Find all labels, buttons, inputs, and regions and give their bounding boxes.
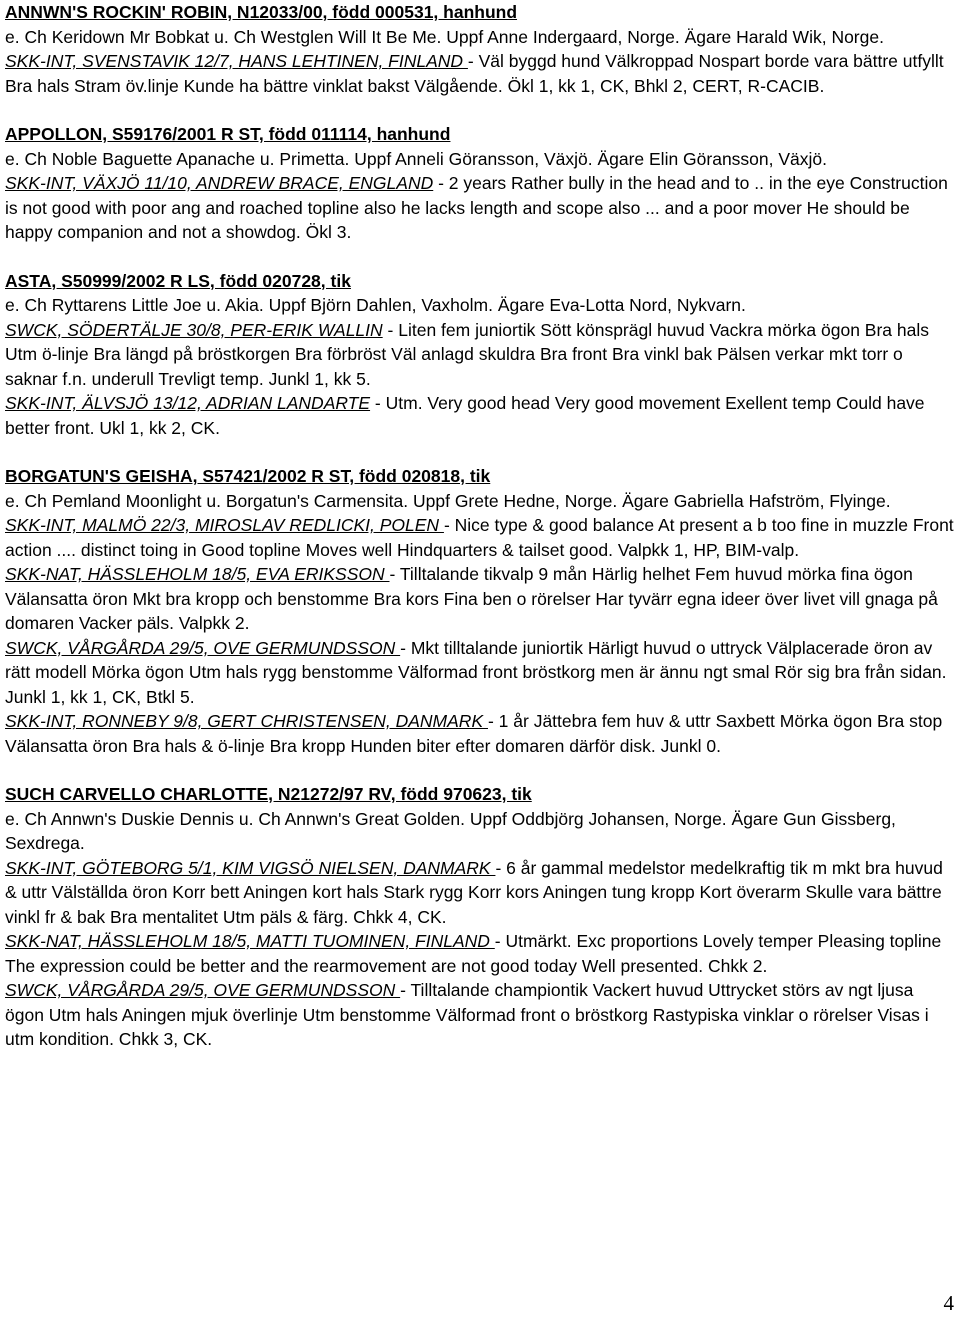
dog-title: ASTA, S50999/2002 R LS, född 020728, tik: [5, 270, 351, 291]
show-critique: [5, 978, 955, 1052]
critique-text: - Liten fem juniortik Sött könsprägl huvud Vackra mörka ögon Bra hals Utm ö-linje Bra längd på bröstkorgen Bra förbröst Väl anlagd skuldra Bra front Bra vinkl bak Pälsen verkar mkt torr o saknar f.n. underull Trevligt temp. Junkl 1, kk 5.: [5, 319, 930, 389]
show-judge: SKK-INT, SVENSTAVIK 12/7, HANS LEHTINEN, FINLAND: [5, 51, 468, 71]
dog-entry: [5, 464, 955, 758]
dog-pedigree: e. Ch Ryttarens Little Joe u. Akia. Uppf Björn Dahlen, Vaxholm. Ägare Eva-Lotta Nord, Nykvarn.: [5, 295, 746, 315]
critique-text: - 6 år gammal medelstor medelkraftig tik m mkt bra huvud & uttr Välställda öron Korr bett Aningen kort hals Stark rygg Korr kors Aningen tung kropp Kort överarm Skulle vara bättre vinkl fr & bak Bra mentalitet Utm päls & färg. Chkk 4, CK.: [5, 857, 943, 927]
critique-text: - Nice type & good balance At present a b too fine in muzzle Front action .... distinct toing in Good topline Moves well Hindquarters & tailset good. Valpkk 1, HP, BIM-valp.: [5, 515, 954, 560]
critique-text: - Väl byggd hund Välkroppad Nospart borde vara bättre utfyllt Bra hals Stram öv.linje Kunde ha bättre vinklat bakst Välgående. Ökl 1, kk 1, CK, Bhkl 2, CERT, R-CACIB.: [5, 51, 944, 96]
show-critique: [5, 636, 955, 710]
dog-entry: [5, 782, 955, 1052]
show-judge: SKK-NAT, HÄSSLEHOLM 18/5, MATTI TUOMINEN, FINLAND: [5, 931, 495, 951]
show-critique: [5, 709, 955, 758]
show-judge: SKK-INT, MALMÖ 22/3, MIROSLAV REDLICKI, POLEN: [5, 515, 444, 535]
dog-title: SUCH CARVELLO CHARLOTTE, N21272/97 RV, född 970623, tik: [5, 784, 532, 804]
critique-text: - Utm. Very good head Very good movement Exellent temp Could have better front. Ukl 1, kk 2, CK.: [5, 393, 925, 438]
dog-entry: [5, 122, 955, 245]
dog-entry: [5, 269, 955, 441]
show-critique: [5, 562, 955, 636]
show-judge: SKK-INT, VÄXJÖ 11/10, ANDREW BRACE, ENGLAND: [5, 173, 434, 193]
show-critique: [5, 49, 955, 98]
critique-text: - 2 years Rather bully in the head and to .. in the eye Construction is not good with poor ang and roached topline also he lacks length and scope also ... and a poor mover He should be happy companion and not a showdog. Ökl 3.: [5, 173, 948, 242]
show-judge: SWCK, VÅRGÅRDA 29/5, OVE GERMUNDSSON: [5, 637, 401, 658]
show-judge: SKK-INT, RONNEBY 9/8, GERT CHRISTENSEN, DANMARK: [5, 711, 488, 731]
show-judge: SKK-INT, ÄLVSJÖ 13/12, ADRIAN LANDARTE: [5, 393, 371, 413]
show-judge: SWCK, SÖDERTÄLJE 30/8, PER-ERIK WALLIN: [5, 319, 383, 340]
show-critique: [5, 391, 955, 440]
dog-pedigree: e. Ch Noble Baguette Apanache u. Primetta. Uppf Anneli Göransson, Växjö. Ägare Elin Göransson, Växjö.: [5, 148, 828, 169]
show-critique: [5, 929, 955, 978]
critique-text: - Utmärkt. Exc proportions Lovely temper Pleasing topline The expression could be better and the rearmovement are not good today Well presented. Chkk 2.: [5, 931, 942, 976]
show-judge: SKK-NAT, HÄSSLEHOLM 18/5, EVA ERIKSSON: [5, 564, 390, 584]
dog-title: ANNWN'S ROCKIN' ROBIN, N12033/00, född 000531, hanhund: [5, 2, 518, 22]
show-critique: [5, 513, 955, 562]
critique-text: - Mkt tilltalande juniortik Härligt huvud o uttryck Välplacerade öron av rätt modell Mörka ögon Utm hals rygg benstomme Välformad front bröstkorg men är ännu ngt smal Rör sig bra från sidan. Junkl 1, kk 1, CK, Btkl 5.: [5, 637, 947, 707]
page-number: 4: [943, 1291, 954, 1315]
critique-text: - 1 år Jättebra fem huv & uttr Saxbett Mörka ögon Bra stop Välansatta öron Bra hals & ö-linje Bra kropp Hunden biter efter domaren därför disk. Junkl 0.: [5, 711, 943, 756]
dog-pedigree: e. Ch Pemland Moonlight u. Borgatun's Carmensita. Uppf Grete Hedne, Norge. Ägare Gabriella Hafström, Flyinge.: [5, 490, 891, 511]
dog-pedigree: e. Ch Annwn's Duskie Dennis u. Ch Annwn's Great Golden. Uppf Oddbjörg Johansen, Norge. Ägare Gun Gissberg, Sexdrega.: [5, 808, 896, 853]
dog-pedigree: e. Ch Keridown Mr Bobkat u. Ch Westglen Will It Be Me. Uppf Anne Indergaard, Norge. Ägare Harald Wik, Norge.: [5, 26, 884, 47]
critique-text: - Tilltalande championtik Vackert huvud Uttrycket störs av ngt ljusa ögon Utm hals Aningen mjuk överlinje Utm benstomme Välformad front o bröstkorg Rastypiska vinklar o rörelser Visas i utm kondition. Chkk 3, CK.: [5, 980, 929, 1049]
document-page: [5, 0, 955, 1076]
dog-title: APPOLLON, S59176/2001 R ST, född 011114, hanhund: [5, 124, 451, 144]
show-critique: [5, 171, 955, 245]
show-judge: SWCK, VÅRGÅRDA 29/5, OVE GERMUNDSSON: [5, 980, 401, 1000]
dog-entry: [5, 0, 955, 98]
show-critique: [5, 856, 955, 930]
show-critique: [5, 318, 955, 392]
critique-text: - Tilltalande tikvalp 9 mån Härlig helhet Fem huvud mörka fina ögon Välansatta öron Mkt bra kropp och benstomme Bra kors Fina ben o rörelser Har tyvärr egna ideer över livet vill gnaga på domaren Vacker päls. Valpkk 2.: [5, 564, 938, 633]
show-judge: SKK-INT, GÖTEBORG 5/1, KIM VIGSÖ NIELSEN, DANMARK: [5, 857, 496, 878]
dog-title: BORGATUN'S GEISHA, S57421/2002 R ST, född 020818, tik: [5, 466, 491, 486]
